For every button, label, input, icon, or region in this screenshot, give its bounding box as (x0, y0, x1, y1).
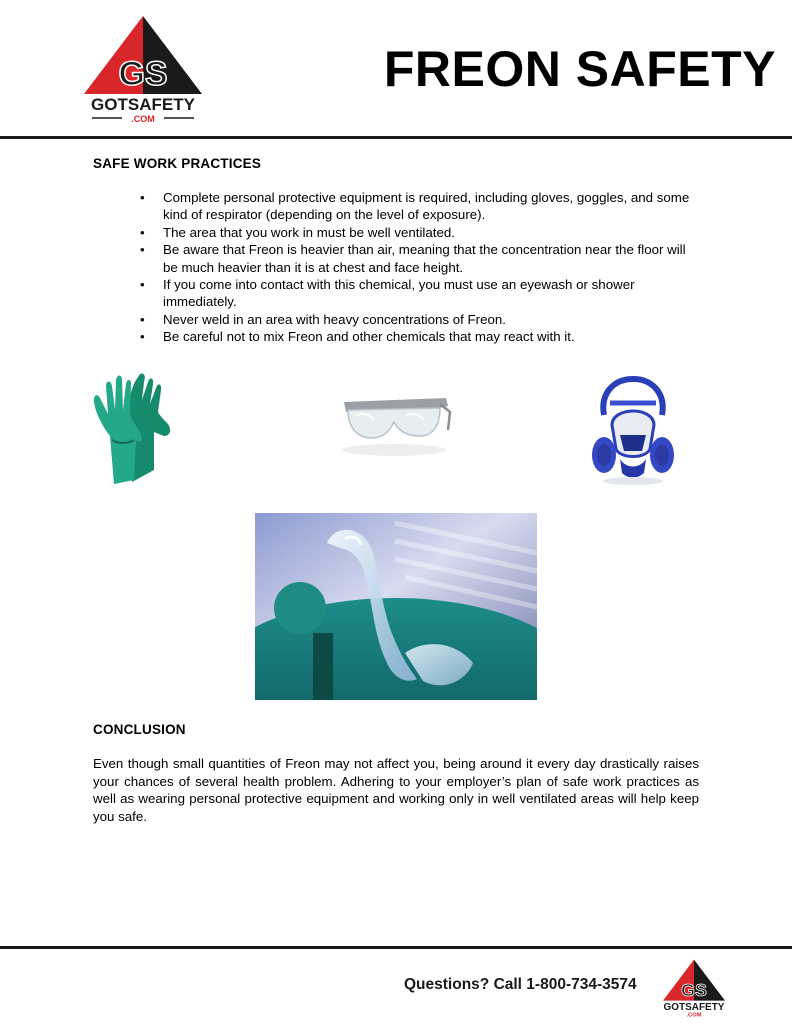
bullet: • (140, 329, 145, 345)
list-item-text: The area that you work in must be well ventilated. (163, 224, 455, 240)
logo-initials: GS (118, 55, 168, 93)
bullet: • (140, 242, 145, 258)
respirator-image (590, 375, 676, 487)
header-divider (0, 136, 792, 139)
logo-brand: GOTSAFETY (91, 95, 195, 114)
gotsafety-logo-icon (84, 14, 202, 126)
list-item-text: Be aware that Freon is heavier than air, meaning that the concentration near the floor will be much heavier than it is at chest and face height. (163, 242, 686, 275)
list-item (140, 241, 700, 276)
gloves-icon (88, 370, 176, 488)
respirator-icon (590, 375, 676, 487)
bullet: • (140, 311, 145, 327)
footer-divider (0, 946, 792, 949)
gloves-image (88, 370, 176, 488)
logo-domain: .COM (131, 114, 155, 124)
footer-logo-initials: GS (681, 979, 707, 1000)
footer-contact: Questions? Call 1-800-734-3574 (404, 976, 637, 993)
conclusion-heading: CONCLUSION (93, 722, 186, 737)
list-item-text: Complete personal protective equipment is required, including gloves, goggles, and some kind of respirator (depending on the level of exposure). (163, 190, 690, 223)
bullet: • (140, 190, 145, 205)
conclusion-text: Even though small quantities of Freon may not affect you, being around it every day drastically raises your chances of several health problem. Adhering to your employer’s plan of safe work practices as well as wearing personal protective equipment and working only in well ventilated areas will help keep you safe. (93, 756, 699, 824)
eyewash-image (255, 513, 537, 700)
list-item (140, 276, 700, 311)
goggles-image (336, 376, 454, 460)
list-item (140, 189, 700, 224)
footer-logo-brand: GOTSAFETY (663, 1002, 725, 1014)
gotsafety-logo-icon (663, 958, 725, 1018)
bullet: • (140, 277, 145, 293)
list-item-text: Be careful not to mix Freon and other chemicals that may react with it. (163, 329, 575, 345)
eyewash-photo (255, 513, 537, 700)
list-item-text: Never weld in an area with heavy concentrations of Freon. (163, 311, 506, 327)
gotsafety-logo (84, 14, 202, 126)
bullet: • (140, 224, 145, 240)
safe-work-practices-list (140, 189, 700, 346)
list-item-text: If you come into contact with this chemical, you must use an eyewash or shower immediately. (163, 277, 635, 310)
goggles-icon (336, 376, 454, 460)
footer-logo-domain: .COM (686, 1012, 702, 1018)
list-item (140, 328, 700, 345)
list-item (140, 224, 700, 241)
page-title: FREON SAFETY (383, 41, 776, 97)
safe-work-practices-heading: SAFE WORK PRACTICES (93, 156, 262, 171)
list-item (140, 311, 700, 328)
footer-logo (663, 958, 725, 1018)
